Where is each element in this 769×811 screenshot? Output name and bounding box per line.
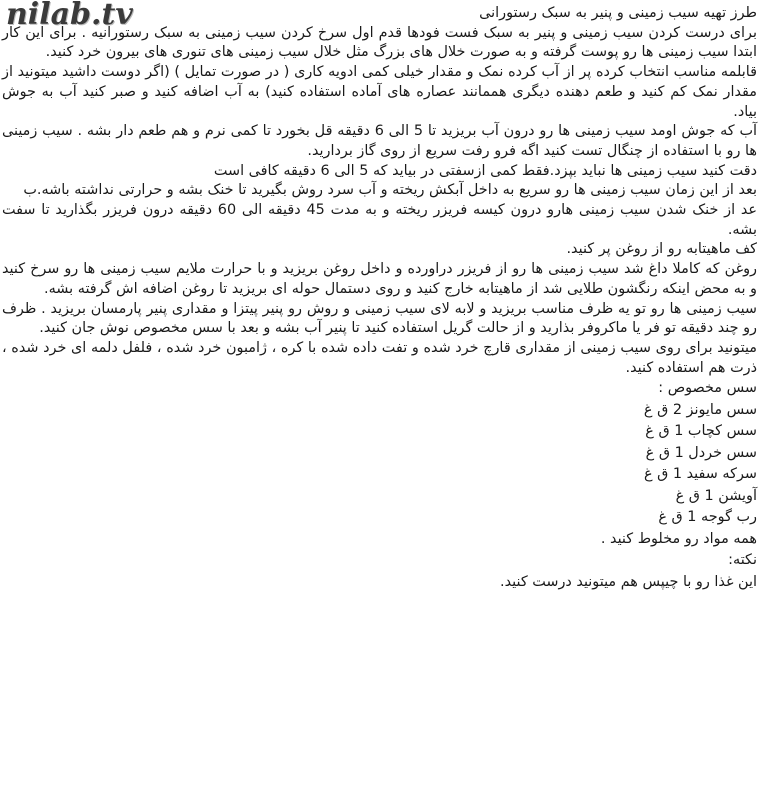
paragraph-oil: کف ماهیتابه رو از روغن پر کنید. <box>566 241 757 258</box>
list-item: سرکه سفید 1 ق غ <box>643 466 757 483</box>
list-item: سس کچاب 1 ق غ <box>645 423 757 440</box>
paragraph-boil-water: قابلمه مناسب انتخاب کرده پر از آب کرده نمک و مقدار خیلی کمی ادویه کاری ( در صورت تمایل ) (اگر دوست داشید میتونید از مقدار نمک کم کنید و طعم دهنده دیگری هممانند عصاره های آماده استفاده کنید) به آب اضافه کنید و صبر کنید آب به جوش بیاد. <box>2 64 757 120</box>
paragraph-fry: روغن که کاملا داغ شد سیب زمینی ها رو از فریزر دراورده و داخل روغن بریزید و با حرارت ملایم سیب زمینی ها رو سرخ کنید و به محض اینکه رنگشون طلایی شد از ماهیتابه خارج کنید و روی دستمال حوله ای بریزید تا روغن اضافه اش گرفته بشه. <box>2 261 757 297</box>
list-item: سس خردل 1 ق غ <box>645 444 757 461</box>
sauce-section <box>2 378 757 593</box>
paragraph-cool-down: بعد از این زمان سیب زمینی ها رو سریع به داخل آبکش ریخته و آب سرد روش بگیرید تا خنک بشه و حرارتی نداشته باشه.ب <box>23 182 757 199</box>
list-item: رب گوجه 1 ق غ <box>658 509 757 526</box>
paragraph-boil-potatoes: آب که جوش اومد سیب زمینی ها رو درون آب بریزید تا 5 الی 6 دقیقه قل بخورد تا کمی نرم و هم طعم دار بشه . سیب زمینی ها رو با استفاده از چنگال تست کنید اگه فرو رفت سریع از روی گاز بردارید. <box>2 123 758 159</box>
recipe-title: طرز تهیه سیب زمینی و پنیر به سبک رستورانی <box>479 5 757 21</box>
list-item: سس مایونز 2 ق غ <box>643 401 757 418</box>
list-item: آویشن 1 ق غ <box>675 487 757 504</box>
sauce-heading: سس مخصوص : <box>658 380 757 397</box>
mix-instruction: همه مواد رو مخلوط کنید . <box>600 530 757 547</box>
site-logo: nilab.tv <box>6 0 133 32</box>
recipe-document <box>2 4 757 593</box>
note-heading: نکته: <box>728 552 757 569</box>
paragraph-intro: برای درست کردن سیب زمینی و پنیر به سبک فست فودها قدم اول سرخ کردن سیب زمینی به سبک رستورانیه . برای این کار ابتدا سیب زمینی ها رو پوست گرفته و به صورت خلال های بزرگ مثل خلال سیب زمینی های تنوری های بیرون خرد کنید. <box>2 24 757 61</box>
note-text: این غذا رو با چیپس هم میتونید درست کنید. <box>500 573 757 590</box>
paragraph-caution: دقت کنید سیب زمینی ها نباید بپزد.فقط کمی ازسفتی در بیاید که 5 الی 6 دقیقه کافی است <box>213 162 757 179</box>
paragraph-cheese: سیب زمینی ها رو تو یه ظرف مناسب بریزید و لابه لای سیب زمینی و روش رو پنیر پیتزا و مقداری پنیر پارمسان بریزید . ظرف رو چند دقیقه تو فر یا ماکروفر بذارید و از حالت گریل استفاده کنید تا پنیر آب بشه و بعد با سس مخصوص نوش جان کنید. <box>2 300 757 337</box>
paragraph-toppings: میتونید برای روی سیب زمینی از مقداری قارچ خرد شده و تفت داده شده با کره ، ژامبون خرد شده ، فلفل دلمه ای خرد شده ، ذرت هم استفاده کنید. <box>2 339 757 376</box>
paragraph-freeze: عد از خنک شدن سیب زمینی هارو درون کیسه فریزر ریخته و به مدت 45 دقیقه الی 60 دقیقه درون فریزر بگذارید تا سفت بشه. <box>2 202 757 238</box>
